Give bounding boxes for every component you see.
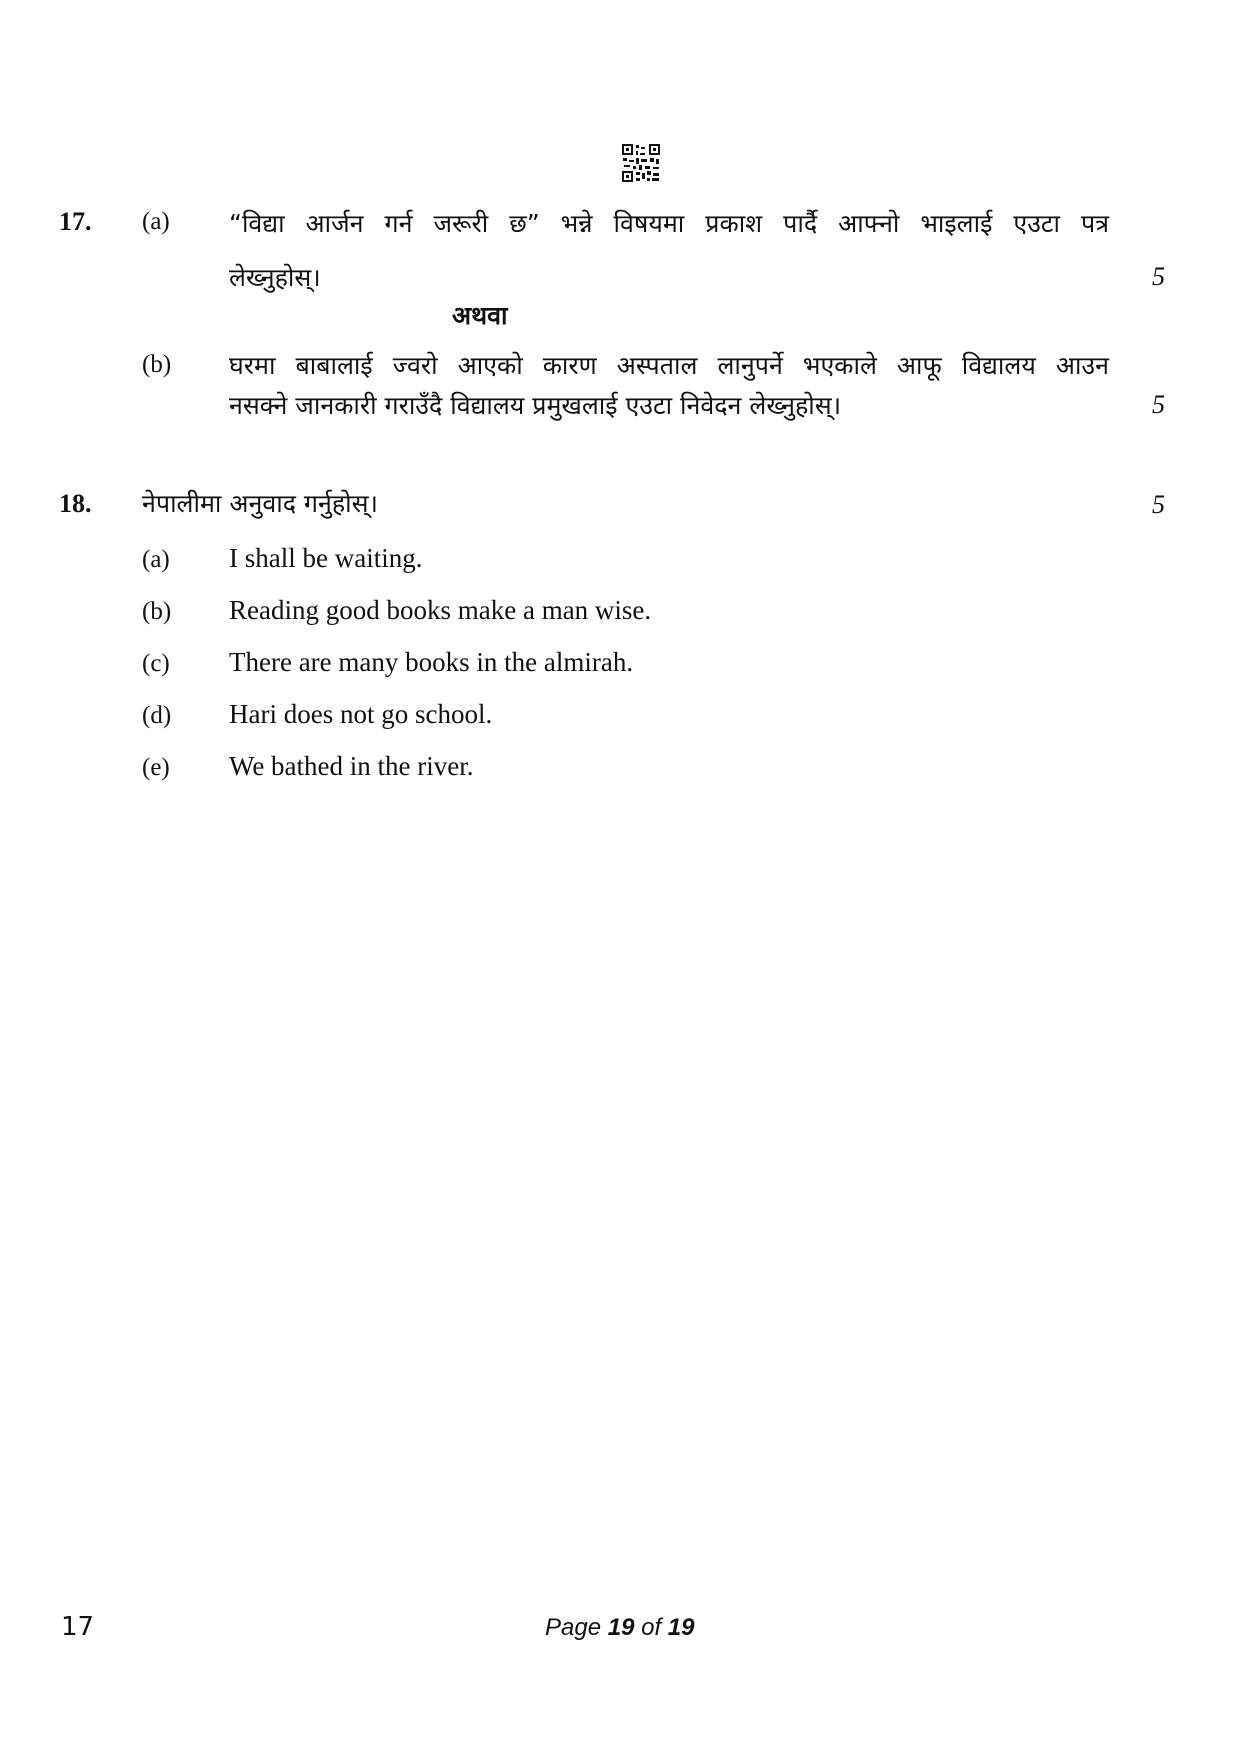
- page-of: of: [634, 1614, 668, 1641]
- question-18c-label: (c): [142, 650, 170, 677]
- question-17b-text-line1: घरमा बाबालाई ज्वरो आएको कारण अस्पताल लानुपर्ने भएकाले आफू विद्यालय आउन: [229, 351, 1109, 380]
- question-18e-text: We bathed in the river.: [229, 751, 474, 781]
- question-18d-text: Hari does not go school.: [229, 699, 493, 729]
- page-total: 19: [667, 1614, 695, 1641]
- page-current: 19: [607, 1614, 635, 1641]
- question-18-instruction: नेपालीमा अनुवाद गर्नुहोस्।: [142, 489, 378, 518]
- question-17a-label: (a): [142, 208, 170, 235]
- question-18-number: 18.: [59, 489, 92, 518]
- page-number: [545, 1614, 694, 1642]
- question-18a-label: (a): [142, 546, 170, 573]
- question-18a-text: I shall be waiting.: [229, 543, 423, 573]
- question-17a-text-line1: “विद्या आर्जन गर्न जरूरी छ” भन्ने विषयमा प्रकाश पार्दै आफ्नो भाइलाई एउटा पत्र: [229, 209, 1109, 238]
- question-18e-label: (e): [142, 754, 170, 781]
- question-17-number: 17.: [59, 207, 92, 236]
- question-17b-label: (b): [142, 351, 172, 378]
- question-17a-text-line2: लेख्नुहोस्।: [229, 263, 321, 292]
- question-18b-label: (b): [142, 598, 172, 625]
- or-separator: अथवा: [452, 301, 508, 330]
- qr-code-icon: [621, 143, 661, 183]
- question-18d-label: (d): [142, 702, 172, 729]
- question-17b-marks: 5: [1152, 390, 1165, 419]
- question-18b-text: Reading good books make a man wise.: [229, 595, 652, 625]
- question-17b-text-line2: नसक्ने जानकारी गराउँदै विद्यालय प्रमुखलाई एउटा निवेदन लेख्नुहोस्।: [229, 391, 842, 420]
- question-17a-marks: 5: [1152, 262, 1165, 291]
- paper-code: 17: [61, 1612, 95, 1642]
- page-prefix: Page: [545, 1614, 608, 1641]
- question-18-marks: 5: [1152, 490, 1165, 519]
- question-18c-text: There are many books in the almirah.: [229, 647, 634, 677]
